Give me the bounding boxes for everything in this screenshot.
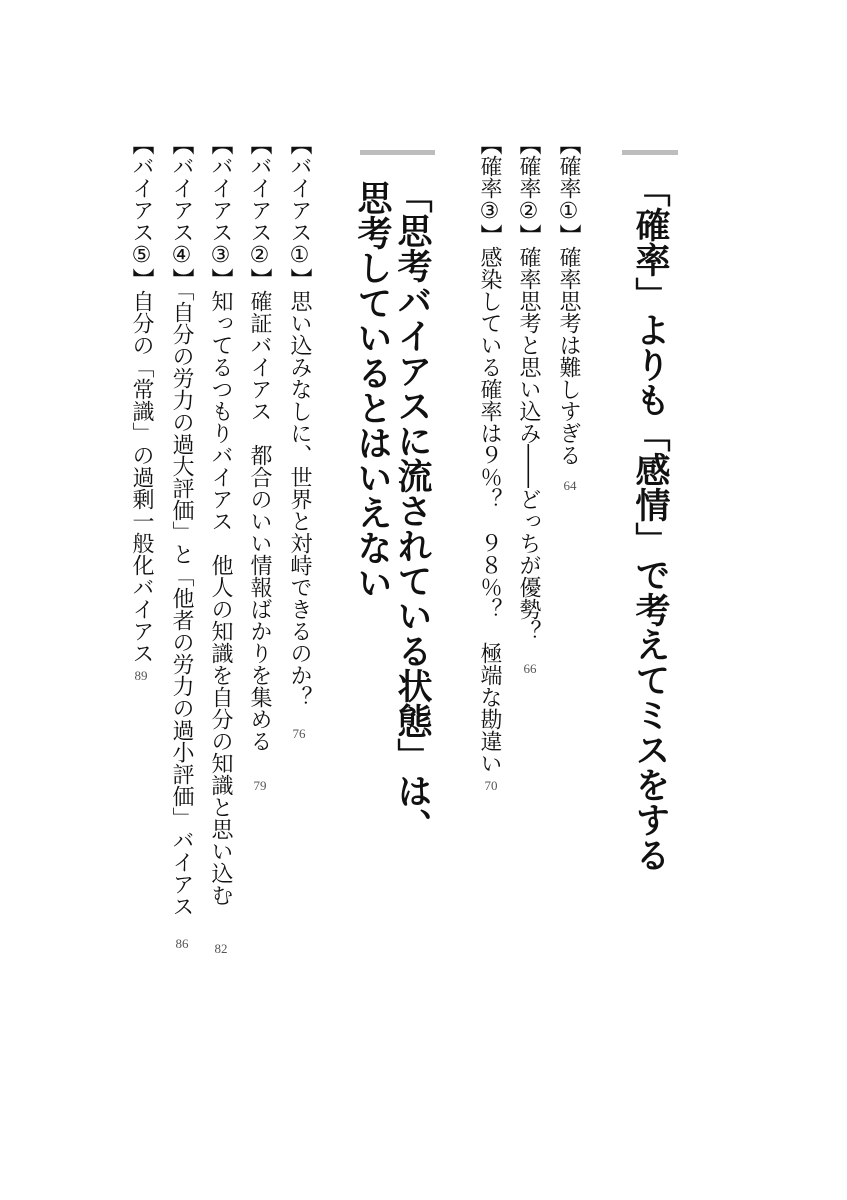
toc-entry-label: 【バイアス①】思い込みなしに、世界と対峙できるのか？ — [287, 133, 312, 708]
toc-entry-page-number: 70 — [484, 778, 498, 793]
section-divider — [622, 150, 678, 155]
section-heading-line-1: 「思考バイアスに流されている状態」は、 — [392, 178, 432, 843]
toc-entry-label: 【バイアス④】「自分の労力の過大評価」と「他者の労力の過小評価」バイアス — [169, 133, 194, 917]
toc-entry-label: 【確率②】確率思考と思い込み――どっちが優勢？ — [516, 133, 541, 642]
toc-entry-label: 【バイアス⑤】自分の「常識」の過剰一般化バイアス — [129, 133, 154, 664]
section-heading: 「確率」よりも「感情」で考えてミスをする — [630, 172, 670, 872]
toc-entry-label: 【バイアス②】確証バイアス 都合のいい情報ばかりを集める — [247, 133, 272, 752]
toc-entry-page-number: 82 — [214, 941, 228, 956]
toc-entry-page-number: 76 — [292, 726, 306, 741]
toc-entry-page-number: 66 — [523, 661, 537, 676]
toc-entry-page-number: 64 — [563, 478, 577, 493]
toc-entry-page-number: 79 — [253, 778, 267, 793]
section-divider — [360, 150, 435, 155]
section-heading-line-2: 思考しているとはいえない — [352, 180, 392, 600]
toc-entry-label: 【バイアス③】知ってるつもりバイアス 他人の知識を自分の知識と思い込む — [208, 133, 233, 906]
toc-entry-label: 【確率③】感染している確率は９％？ ９８％？ 極端な勘違い — [477, 133, 502, 774]
toc-entry-label: 【確率①】確率思考は難しすぎる — [556, 133, 581, 466]
toc-entry-page-number: 89 — [134, 668, 148, 683]
toc-entry-page-number: 86 — [175, 936, 189, 951]
